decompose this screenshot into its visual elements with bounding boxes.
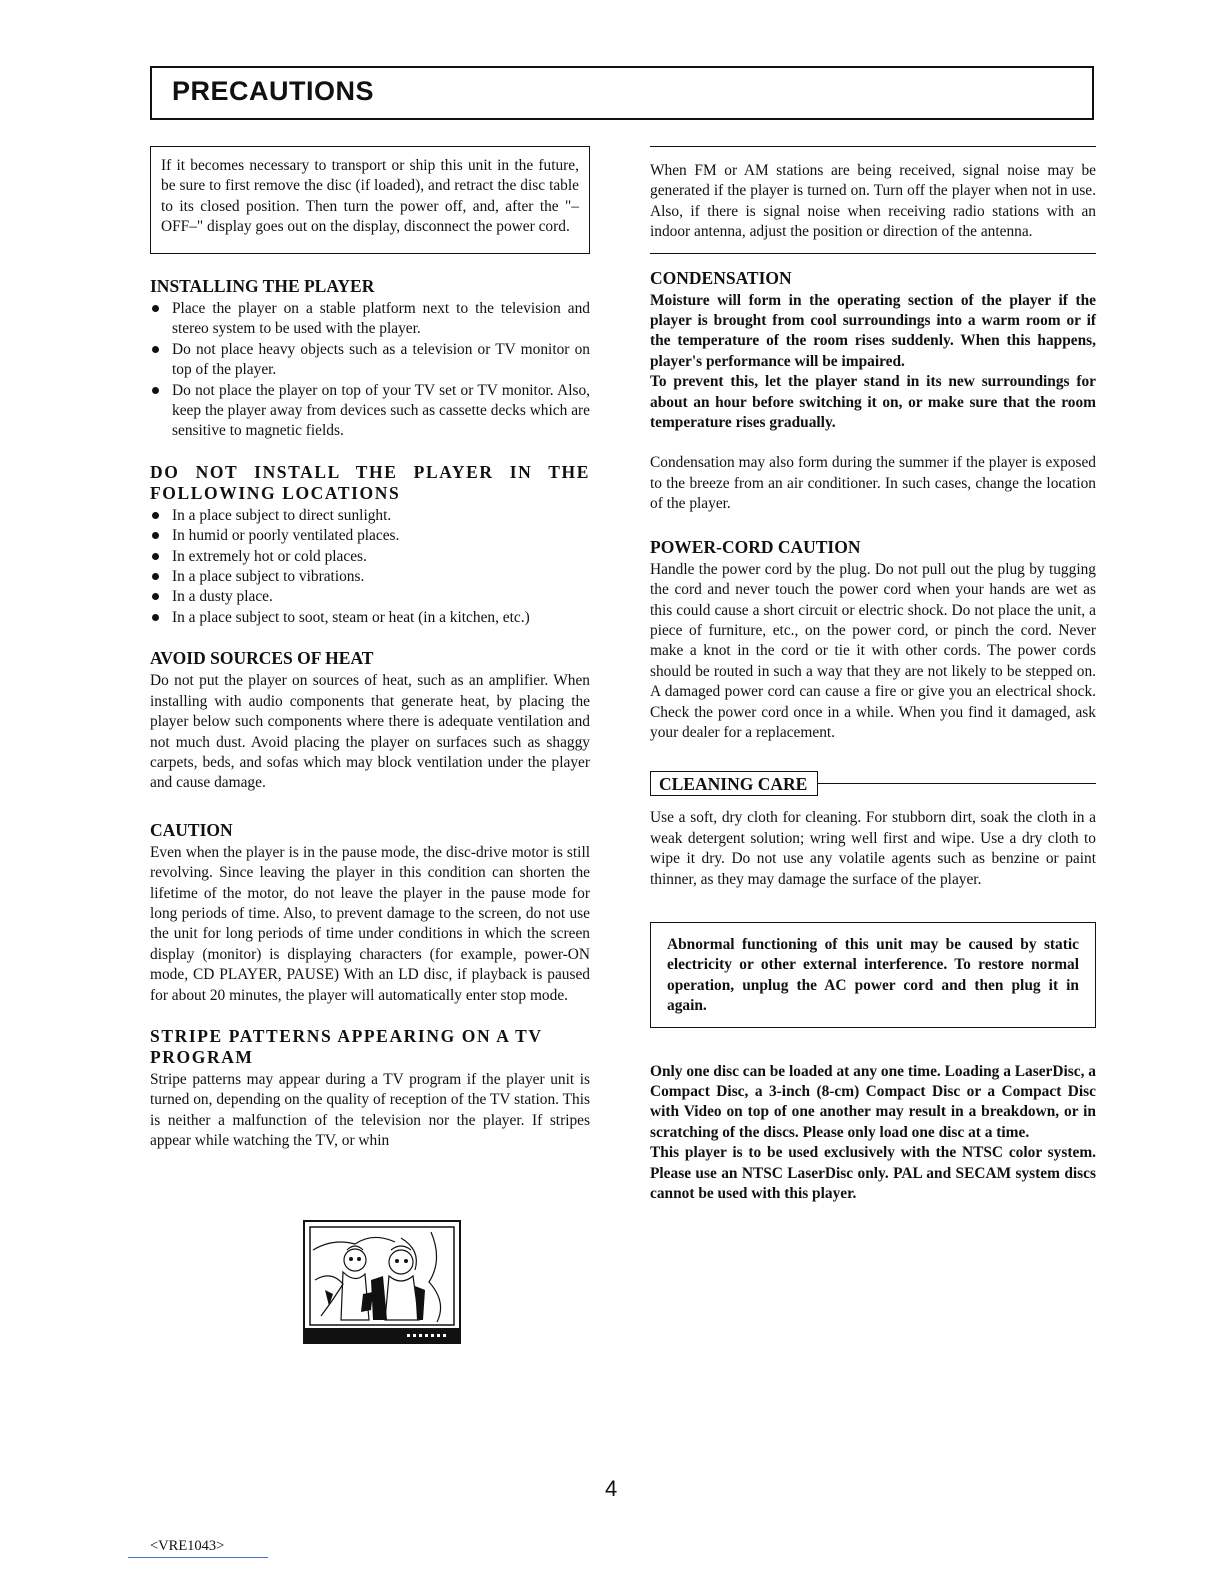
list-item: In humid or poorly ventilated places. (150, 526, 590, 546)
right-column (650, 146, 1096, 1204)
power-cord-text: Handle the power cord by the plug. Do not pull out the plug by tugging the cord and never touch the power cord when your hands are wet as this could cause a short circuit or electric shock. Do not place the unit, a piece of furniture, etc., on the power cord, or pinch the cord. Never make a knot in the cord or tie it with other cords. The power cords should be routed in such a way that they are not likely to be stepped on. A damaged power cord can cause a fire or give you an electrical shock. Check the power cord once in a while. When you find it damaged, ask your dealer for a replacement. (650, 560, 1096, 741)
stripe-text: Stripe patterns may appear during a TV program if the player unit is turned on, depending on the quality of reception of the TV station. This is neither a malfunction of the television nor the player. If stripes appear while watching the TV, or whin (150, 1070, 590, 1150)
list-item: In a place subject to direct sunlight. (150, 506, 590, 526)
transport-notice-box (150, 146, 590, 254)
title-box (150, 66, 1094, 120)
divider (818, 783, 1096, 784)
bullet-icon (152, 387, 159, 394)
disc-notice-1: Only one disc can be loaded at any one time. Loading a LaserDisc, a Compact Disc, a 3-inch (8-cm) Compact Disc or a Compact Disc with Video on top of one another may result in a breakdown, or in scratching of the discs. Please only load one disc at a time. (650, 1062, 1096, 1141)
cleaning-heading: CLEANING CARE (650, 771, 818, 796)
tv-illustration (303, 1220, 461, 1344)
page-title: PRECAUTIONS (172, 76, 375, 106)
bullet-icon (152, 593, 159, 600)
caution-text: Even when the player is in the pause mode, the disc-drive motor is still revolving. Since leaving the player in this condition can shorten the lifetime of the motor, do not leave the player in the pause mode for long periods of time. Also, to prevent damage to the screen, do not use the unit for long periods of time under conditions in which the screen display (monitor) is displaying characters (for example, power-ON mode, CD PLAYER, PAUSE) With an LD disc, if playback is paused for about 20 minutes, the player will automatically enter stop mode. (150, 843, 590, 1004)
caution-heading: CAUTION (150, 819, 233, 840)
abnormal-notice-text: Abnormal functioning of this unit may be caused by static electricity or other external interference. To restore normal operation, unplug the AC power cord and then plug it in again. (667, 935, 1079, 1015)
page-number: 4 (605, 1476, 618, 1501)
bullet-icon (152, 614, 159, 621)
condensation-text: Condensation may also form during the summer if the player is exposed to the breeze from an air conditioner. In such cases, change the location of the player. (650, 454, 1096, 513)
cleaning-text: Use a soft, dry cloth for cleaning. For stubborn dirt, soak the cloth in a weak detergent solution; wring well first and wipe. Use a dry cloth to wipe it dry. Do not use any volatile agents such as benzine or paint thinner, as they may damage the surface of the player. (650, 809, 1096, 888)
bullet-icon (152, 305, 159, 312)
transport-notice-text: If it becomes necessary to transport or ship this unit in the future, be sure to first remove the disc (if loaded), and retract the disc table to its closed position. Then turn the power off, and, after the "–OFF–" display goes out on the display, disconnect the power cord. (161, 157, 579, 236)
installing-list (150, 299, 590, 442)
bullet-icon (152, 346, 159, 353)
bullet-icon (152, 553, 159, 560)
locations-list (150, 506, 590, 628)
list-item: In a dusty place. (150, 587, 590, 607)
footer-divider (128, 1557, 268, 1558)
cleaning-header (650, 771, 1096, 796)
list-item: In a place subject to vibrations. (150, 567, 590, 587)
left-column (150, 146, 590, 1152)
stripe-heading: STRIPE PATTERNS APPEARING ON A TV PROGRAM (150, 1025, 543, 1067)
bullet-icon (152, 512, 159, 519)
power-cord-heading: POWER-CORD CAUTION (650, 536, 861, 557)
divider (650, 146, 1096, 147)
list-item: Do not place the player on top of your TV set or TV monitor. Also, keep the player away from devices such as cassette decks which are sensitive to magnetic fields. (150, 381, 590, 442)
list-item: In a place subject to soot, steam or heat (in a kitchen, etc.) (150, 608, 590, 628)
condensation-bold-text-1: Moisture will form in the operating section of the player if the player is brought from cool surroundings into a warm room or if the temperature of the room rises suddenly. When this happens, player's performance will be impaired. (650, 291, 1096, 370)
condensation-bold-text-2: To prevent this, let the player stand in its new surroundings for about an hour before switching it on, or make sure that the room temperature rises gradually. (650, 373, 1096, 432)
condensation-heading: CONDENSATION (650, 267, 792, 288)
abnormal-notice-box (650, 922, 1096, 1028)
list-item: Place the player on a stable platform next to the television and stereo system to be used with the player. (150, 299, 590, 340)
list-item: Do not place heavy objects such as a television or TV monitor on top of the player. (150, 340, 590, 381)
heat-text: Do not put the player on sources of heat, such as an amplifier. When installing with audio components that generate heat, by placing the player below such components where there is adequate ventilation and not much dust. Avoid placing the player on surfaces such as shaggy carpets, beds, and sofas which may block ventilation under the player and cause damage. (150, 672, 590, 792)
bullet-icon (152, 532, 159, 539)
list-item: In extremely hot or cold places. (150, 547, 590, 567)
bullet-icon (152, 573, 159, 580)
radio-notice-text: When FM or AM stations are being received, signal noise may be generated if the player is turned on. Turn off the player when not in use. Also, if there is signal noise when receiving radio stations with an indoor antenna, adjust the position or direction of the antenna. (650, 162, 1096, 241)
document-code: <VRE1043> (150, 1538, 225, 1554)
locations-heading: DO NOT INSTALL THE PLAYER IN THE FOLLOWING LOCATIONS (150, 461, 590, 503)
installing-heading: INSTALLING THE PLAYER (150, 276, 375, 296)
disc-notice-2: This player is to be used exclusively with the NTSC color system. Please use an NTSC LaserDisc only. PAL and SECAM system discs cannot be used with this player. (650, 1144, 1096, 1203)
heat-heading: AVOID SOURCES OF HEAT (150, 648, 374, 669)
